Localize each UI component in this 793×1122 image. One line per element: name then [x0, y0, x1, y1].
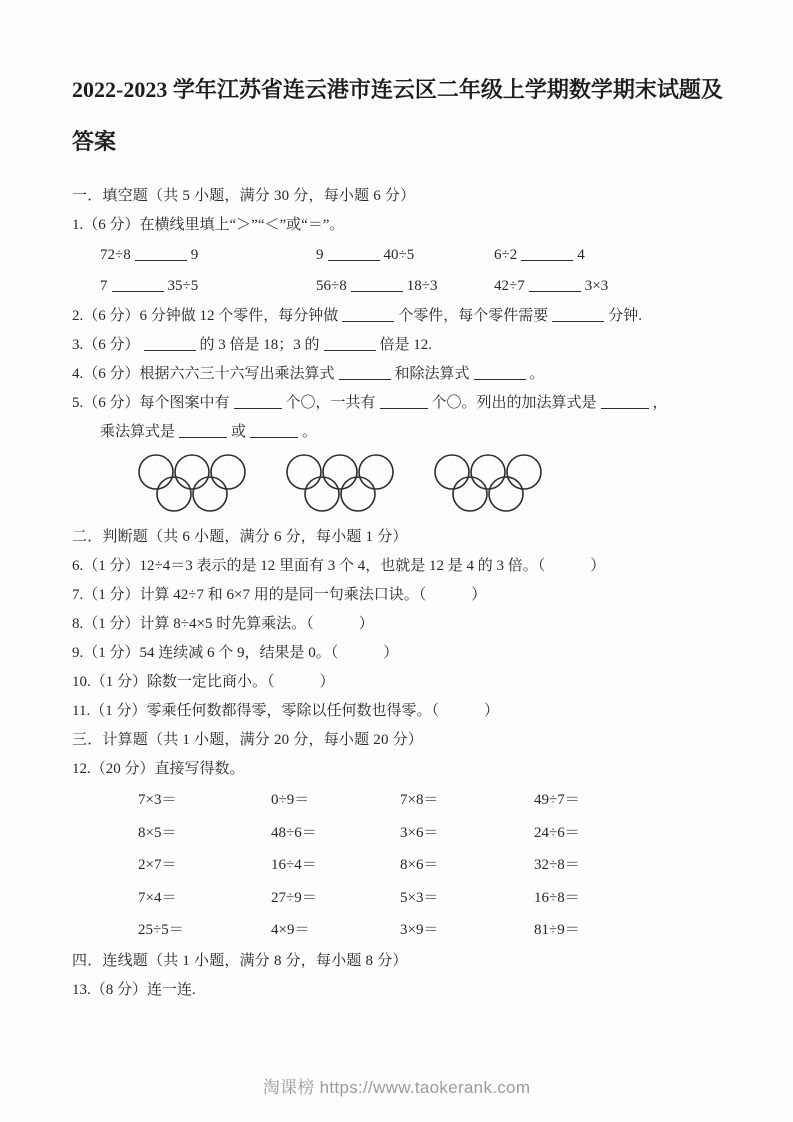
q1-compare-row-1 [72, 240, 723, 271]
question-10: 10.（1 分）除数一定比商小。（ ） [72, 674, 335, 690]
text-segment: 乘法算式是 [100, 424, 176, 440]
text-segment: 4.（6 分）根据六六三十六写出乘法算式 [72, 366, 335, 382]
section-4-header: 四．连线题（共 1 小题，满分 8 分，每小题 8 分） [72, 952, 408, 969]
question-9: 9.（1 分）54 连续减 6 个 9，结果是 0。（ ） [72, 645, 399, 661]
answer-blank [328, 249, 380, 261]
answer-blank [144, 339, 196, 351]
left-operand: 9 [316, 247, 324, 263]
q1-compare-row-2 [72, 271, 723, 302]
answer-blank [234, 397, 282, 409]
answer-blank [324, 339, 376, 351]
calc-item: 7×4＝ [138, 889, 177, 906]
right-operand: 9 [190, 247, 199, 263]
section-1-header: 一．填空题（共 5 小题，满分 30 分，每小题 6 分） [72, 188, 416, 204]
question-3 [72, 331, 723, 360]
text-segment: 个零件，每个零件需要 [398, 308, 549, 324]
calc-item: 49÷7＝ [534, 792, 580, 808]
calc-item: 8×5＝ [138, 824, 177, 841]
answer-blank [112, 280, 164, 292]
question-8: 8.（1 分）计算 8÷4×5 时先算乘法。（ ） [72, 616, 374, 632]
calc-item: 5×3＝ [400, 889, 439, 906]
answer-blank [342, 310, 394, 322]
text-segment: 个〇。列出的加法算式是 [431, 395, 597, 411]
text-segment: 个〇，一共有 [285, 395, 376, 411]
calc-item: 3×9＝ [400, 922, 439, 938]
olympic-rings-image [136, 451, 260, 515]
answer-blank [552, 310, 604, 322]
comparison-item [494, 240, 723, 271]
calc-item: 24÷6＝ [534, 824, 580, 841]
text-segment: 分钟. [608, 308, 643, 324]
comparison-item [100, 240, 316, 271]
question-12-label: 12.（20 分）直接写得数。 [72, 761, 245, 777]
olympic-rings-image [284, 451, 408, 515]
text-segment: 。 [529, 366, 545, 382]
question-4 [72, 360, 723, 389]
calc-item: 32÷8＝ [534, 857, 580, 873]
right-operand: 4 [577, 247, 585, 263]
calc-item: 25÷5＝ [138, 922, 184, 938]
calc-item: 48÷6＝ [271, 824, 317, 841]
text-segment: 倍是 12. [379, 337, 433, 353]
calc-item: 8×6＝ [400, 857, 439, 873]
left-operand: 6÷2 [494, 247, 518, 263]
question-7: 7.（1 分）计算 42÷7 和 6×7 用的是同一句乘法口诀。（ ） [72, 587, 487, 603]
page-title: 2022-2023 学年江苏省连云港市连云区二年级上学期数学期末试题及答案 [72, 77, 723, 154]
watermark-footer: 淘课榜 https://www.taokerank.com [262, 1078, 531, 1097]
answer-blank [250, 426, 298, 438]
calc-item: 0÷9＝ [271, 792, 310, 808]
right-operand: 18÷3 [406, 278, 438, 294]
text-segment: 5.（6 分）每个图案中有 [72, 395, 230, 411]
rings-figure [72, 451, 723, 515]
text-segment: 3.（6 分） [72, 337, 140, 353]
answer-blank [529, 280, 581, 292]
right-operand: 3×3 [584, 278, 609, 294]
left-operand: 7 [100, 278, 108, 294]
calc-item: 16÷4＝ [271, 857, 317, 873]
calc-item: 4×9＝ [271, 922, 310, 938]
answer-blank [135, 249, 187, 261]
calc-item: 81÷9＝ [534, 922, 580, 938]
answer-blank [339, 368, 391, 380]
calc-item: 2×7＝ [138, 857, 177, 873]
text-segment: ， [652, 395, 668, 411]
text-segment: 2.（6 分）6 分钟做 12 个零件，每分钟做 [72, 308, 339, 324]
question-1-label: 1.（6 分）在横线里填上“＞”“＜”或“＝”。 [72, 217, 345, 233]
text-segment: 。 [302, 424, 318, 440]
comparison-item [494, 271, 723, 302]
calc-item: 27÷9＝ [271, 889, 317, 906]
answer-blank [179, 426, 227, 438]
section-2-header: 二．判断题（共 6 小题，满分 6 分，每小题 1 分） [72, 529, 408, 545]
answer-blank [474, 368, 526, 380]
q12-calculation-grid [72, 784, 723, 947]
calc-item: 3×6＝ [400, 824, 439, 841]
left-operand: 72÷8 [100, 247, 131, 263]
comparison-item [316, 271, 494, 302]
answer-blank [601, 397, 649, 409]
text-segment: 和除法算式 [394, 366, 470, 382]
answer-blank [521, 249, 573, 261]
text-segment: 的 3 倍是 18；3 的 [199, 337, 320, 353]
question-6: 6.（1 分）12÷4＝3 表示的是 12 里面有 3 个 4，也就是 12 是 4 的 3 倍。（ ） [72, 558, 606, 574]
question-13: 13.（8 分）连一连. [72, 981, 196, 998]
calc-item: 7×8＝ [400, 792, 439, 808]
question-5-line-2 [72, 418, 723, 447]
section-3-header: 三．计算题（共 1 小题，满分 20 分，每小题 20 分） [72, 732, 424, 748]
right-operand: 35÷5 [167, 278, 199, 294]
left-operand: 56÷8 [316, 278, 347, 294]
answer-blank [380, 397, 428, 409]
calc-item: 16÷8＝ [534, 889, 580, 906]
question-2 [72, 302, 723, 331]
comparison-item [316, 240, 494, 271]
comparison-item [100, 271, 316, 302]
calc-item: 7×3＝ [138, 792, 177, 808]
olympic-rings-image [432, 451, 556, 515]
left-operand: 42÷7 [494, 278, 525, 294]
answer-blank [351, 280, 403, 292]
text-segment: 或 [231, 424, 247, 440]
question-5-line-1 [72, 389, 723, 418]
question-11: 11.（1 分）零乘任何数都得零，零除以任何数也得零。（ ） [72, 703, 499, 719]
right-operand: 40÷5 [383, 247, 415, 263]
